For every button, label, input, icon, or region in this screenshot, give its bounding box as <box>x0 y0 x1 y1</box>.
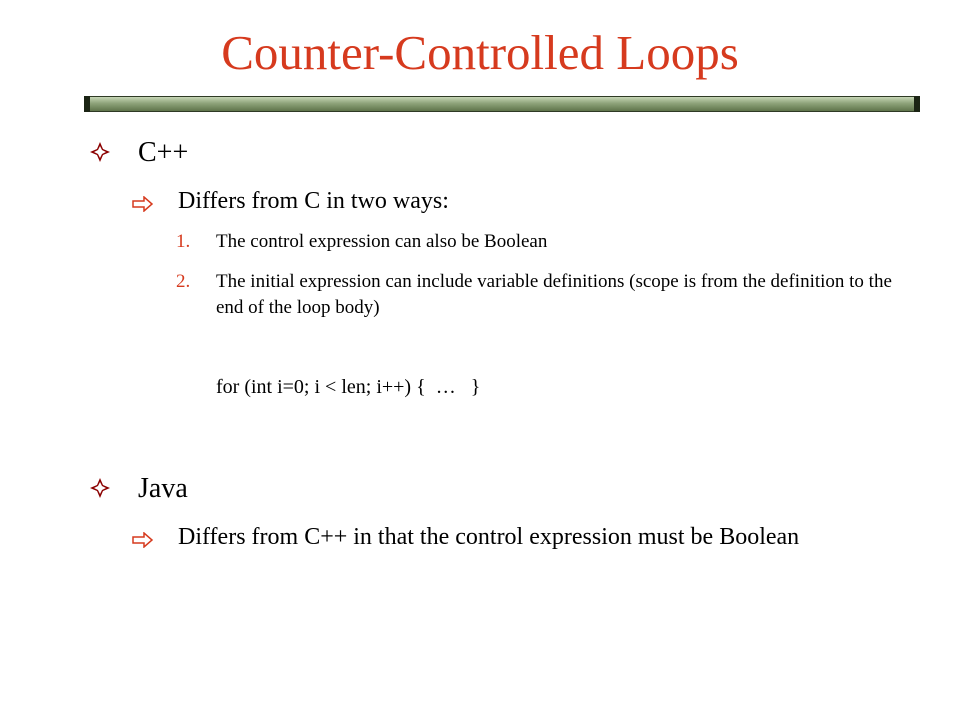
sub-bullet-text: Differs from C in two ways: <box>178 188 449 214</box>
diamond-bullet-icon <box>90 142 110 162</box>
slide-title: Counter-Controlled Loops <box>221 25 739 80</box>
item-text: The control expression can also be Boolean <box>216 231 548 252</box>
title-divider <box>84 96 920 112</box>
diamond-bullet-icon <box>90 478 110 498</box>
arrow-bullet-icon <box>132 526 154 542</box>
item-text: The initial expression can include variable definitions (scope is from the definition to the end of the loop body) <box>216 271 892 318</box>
sub-bullet-text: Differs from C++ in that the control expression must be Boolean <box>178 524 800 550</box>
item-number: 1. <box>176 231 191 252</box>
arrow-bullet-icon <box>132 190 154 206</box>
divider-left-cap <box>84 96 90 112</box>
section-heading: Java <box>138 473 188 504</box>
divider-right-cap <box>914 96 920 112</box>
code-example: for (int i=0; i < len; i++) { … } <box>216 376 481 398</box>
section-heading: C++ <box>138 137 189 168</box>
item-number: 2. <box>176 271 191 292</box>
